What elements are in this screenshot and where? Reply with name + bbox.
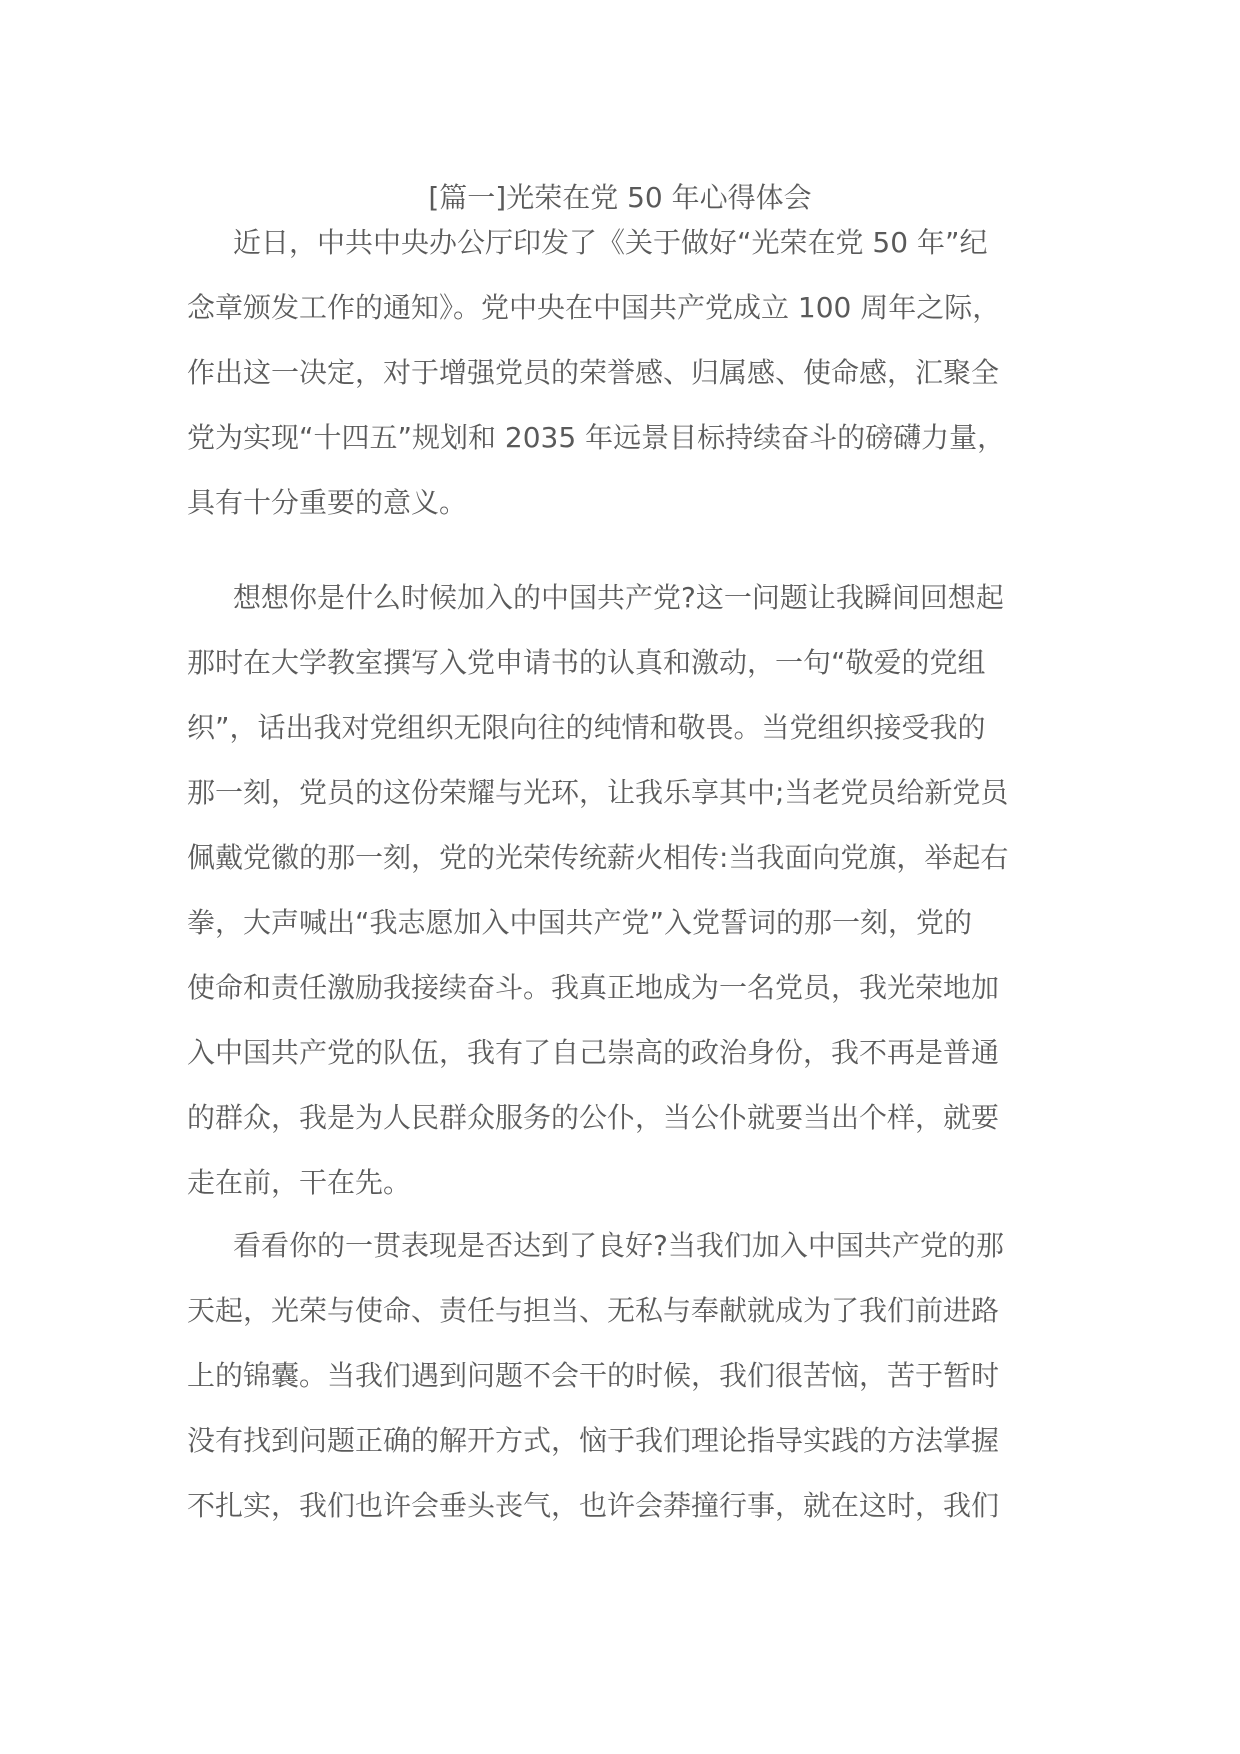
paragraph-line: 看看你的一贯表现是否达到了良好?当我们加入中国共产党的那 [233,1229,1004,1262]
paragraph-line: 具有十分重要的意义。 [187,486,468,519]
paragraph-line: 拳，大声喊出“我志愿加入中国共产党”入党誓词的那一刻，党的 [187,906,973,939]
paragraph-line: 入中国共产党的队伍，我有了自己崇高的政治身份，我不再是普通 [187,1036,1000,1069]
paragraph-line: 作出这一决定，对于增强党员的荣誉感、归属感、使命感，汇聚全 [187,356,1000,389]
paragraph-line: 念章颁发工作的通知》。党中央在中国共产党成立 100 周年之际， [187,291,1001,324]
paragraph-line: 那时在大学教室撰写入党申请书的认真和激动，一句“敬爱的党组 [187,646,986,679]
paragraph-line: 那一刻，党员的这份荣耀与光环，让我乐享其中;当老党员给新党员 [187,776,1009,809]
paragraph-line: 上的锦囊。当我们遇到问题不会干的时候，我们很苦恼，苦于暂时 [187,1359,1000,1392]
paragraph-line: 想想你是什么时候加入的中国共产党?这一问题让我瞬间回想起 [233,581,1004,614]
document-title: [篇一]光荣在党 50 年心得体会 [428,181,812,214]
paragraph-line: 使命和责任激励我接续奋斗。我真正地成为一名党员，我光荣地加 [187,971,1000,1004]
paragraph-line: 织”，话出我对党组织无限向往的纯情和敬畏。当党组织接受我的 [187,711,986,744]
paragraph-line: 不扎实，我们也许会垂头丧气，也许会莽撞行事，就在这时，我们 [187,1489,1000,1522]
paragraph-2 [187,565,1067,1215]
paragraph-line: 近日，中共中央办公厅印发了《关于做好“光荣在党 50 年”纪 [233,226,988,259]
paragraph-1 [187,210,1067,535]
paragraph-line: 的群众，我是为人民群众服务的公仆，当公仆就要当出个样，就要 [187,1101,1000,1134]
paragraph-line: 没有找到问题正确的解开方式，恼于我们理论指导实践的方法掌握 [187,1424,1000,1457]
paragraph-3 [187,1213,1067,1538]
paragraph-line: 走在前，干在先。 [187,1166,412,1199]
paragraph-line: 党为实现“十四五”规划和 2035 年远景目标持续奋斗的磅礴力量， [187,421,1006,454]
paragraph-line: 天起，光荣与使命、责任与担当、无私与奉献就成为了我们前进路 [187,1294,1000,1327]
paragraph-line: 佩戴党徽的那一刻，党的光荣传统薪火相传:当我面向党旗，举起右 [187,841,1009,874]
